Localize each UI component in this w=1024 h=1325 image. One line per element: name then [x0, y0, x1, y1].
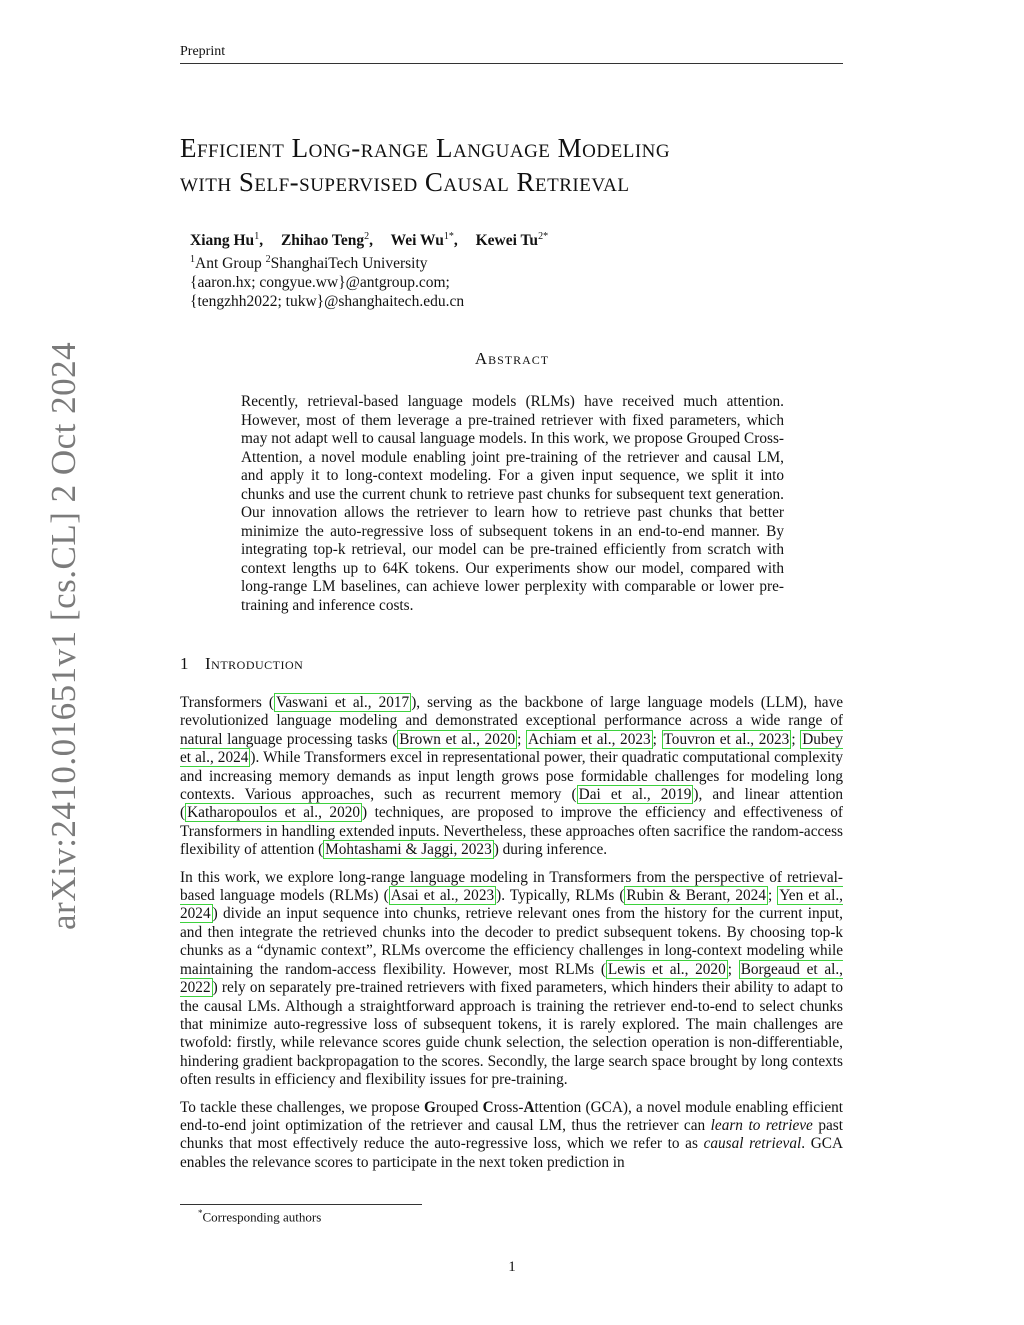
author-3: Wei $Wu^{1*}$, [390, 231, 458, 250]
citation-link[interactable]: Borgeaud et al., 2022 [180, 960, 844, 997]
citation-link[interactable]: Yen et al., 2024 [180, 887, 843, 923]
abstract-text: Recently, retrieval-based language models (RLMs) have received much attention. However, most of them leverage a pre-trained retriever with fixed parameters, which may not adapt well to causal language models. In this work, we propose Grouped Cross-Attention, a novel module enabling joint pre-training of the retriever and causal LM, and apply it to long-context modeling. For a given input sequence, we split it into chunks and use the current chunk to retrieve past chunks for subsequent text generation. Our innovation allows the retriever to learn how to retrieve past chunks that better minimize the auto-regressive loss of subsequent tokens in an end-to-end manner. By integrating top-k retrieval, our model can be pre-trained efficiently from scratch with context lengths up to 64K tokens. Our experiments show our model, compared with long-range LM baselines, can achieve lower perplexity with comparable or lower pre-training and inference costs. [241, 393, 784, 614]
introduction-body [180, 694, 843, 1181]
author-2: Zhihao Teng$^2$, [280, 231, 373, 250]
arxiv-identifier-stamp: arXiv:2410.01651v1 [cs.CL] 2 Oct 2024 [44, 341, 83, 930]
citation-link[interactable]: Touvron et al., 2023 [663, 730, 790, 748]
citation-link[interactable]: Asai et al., 2023 [390, 887, 495, 905]
email-line-1: {aaron.hx; congyue.ww}@antgroup.com; [190, 274, 450, 292]
section-heading-introduction [180, 654, 303, 674]
abstract-heading: Abstract [474, 349, 550, 368]
paragraph-3: To tackle these challenges, we propose Grouped Cross-Attention (GCA), a novel module enabling efficient end-to-end joint optimization of the retriever and causal LM, thus the retriever can learn to retrieve past chunks that most effectively reduce the auto-regressive loss, which we refer to as causal retrieval. GCA enables the relevance scores to participate in the next token prediction in [180, 1098, 844, 1171]
citation-link[interactable]: Lewis et al., 2020 [607, 960, 726, 978]
running-header: Preprint [180, 44, 843, 64]
paragraph-1: Transformers ( Vaswani et al., 2017 ), serving as the backbone of large language models (LLM), have revolutionized language modeling and demonstrated exceptional performance across a wide range of natural language processing tasks ( Brown et al., 2020 ; Achiam et al., 2023 ; Touvron et al., 2023 ; Dubey et al., 2024 ). While Transformers excel in representational power, their quadratic computational complexity and increasing memory demands as input length grows pose formidable challenges for modeling long contexts. Various approaches, such as recurrent memory ( Dai et al., 2019 ), and linear attention ( Katharopoulos et al., 2020 ) techniques, are proposed to improve the efficiency and effectiveness of Transformers in handling extended inputs. Nevertheless, these approaches often sacrifice the random-access flexibility of attention ( Mohtashami & Jaggi, 2023 ) during inference. [180, 694, 844, 859]
author-list [190, 227, 562, 250]
author-block [190, 227, 562, 311]
author-1: Xiang Hu$^1$, [190, 231, 264, 250]
author-4: Kewei $Tu^{2*}$ [475, 231, 549, 250]
citation-link[interactable]: Vaswani et al., 2017 [275, 694, 410, 711]
title-line-2: with Self-supervised Causal Retrieval [180, 167, 630, 197]
page-number: 1 [508, 1259, 516, 1275]
paper-title [180, 131, 843, 199]
paragraph-2: In this work, we explore long-range language modeling in Transformers from the perspective of retrieval-based language models (RLMs) ( Asai et al., 2023 ). Typically, RLMs ( Rubin & Berant, 2024 ; Yen et al., 2024 ) divide an input sequence into chunks, retrieve relevant ones from the history for the current input, and then integrate the retrieved chunks into the decoder to predict subsequent tokens. By choosing top-k chunks as a “dynamic context”, RLMs overcome the efficiency challenges in long-context modeling while maintaining the random-access flexibility. However, most RLMs ( Lewis et al., 2020 ; Borgeaud et al., 2022 ) rely on separately pre-trained retrievers with fixed parameters, which hinders their ability to adapt to the causal LMs. Although a straightforward approach is training the retriever end-to-end to select chunks that minimize auto-regressive loss of subsequent tokens, it is rarely explored. The main challenges are twofold: firstly, while relevance scores guide chunk selection, the selection operation is non-differentiable, hindering gradient backpropagation to the scores. Secondly, the large search space brought by long contexts often results in efficiency and flexibility issues for pre-training. [180, 868, 844, 1089]
citation-link[interactable]: Dubey et al., 2024 [180, 730, 843, 767]
citation-link[interactable]: Achiam et al., 2023 [528, 730, 651, 748]
footnote-divider [180, 1204, 422, 1205]
citation-link[interactable]: Katharopoulos et al., 2020 [187, 804, 361, 822]
citation-link[interactable]: Brown et al., 2020 [399, 730, 516, 748]
citation-link[interactable]: Mohtashami & Jaggi, 2023 [325, 841, 492, 859]
email-line-2: {tengzhh2022; tukw}@shanghaitech.edu.cn [190, 293, 465, 311]
section-title: Introduction [205, 654, 304, 673]
section-number: 1 [180, 654, 189, 673]
affiliations: $^1$Ant Group $^2$ShanghaiTech University [190, 254, 428, 273]
citation-link[interactable]: Rubin & Berant, 2024 [626, 887, 766, 905]
footnote: *Corresponding authors [198, 1208, 322, 1225]
title-line-1: Efficient Long-range Language Modeling [180, 133, 671, 163]
citation-link[interactable]: Dai et al., 2019 [578, 786, 692, 804]
